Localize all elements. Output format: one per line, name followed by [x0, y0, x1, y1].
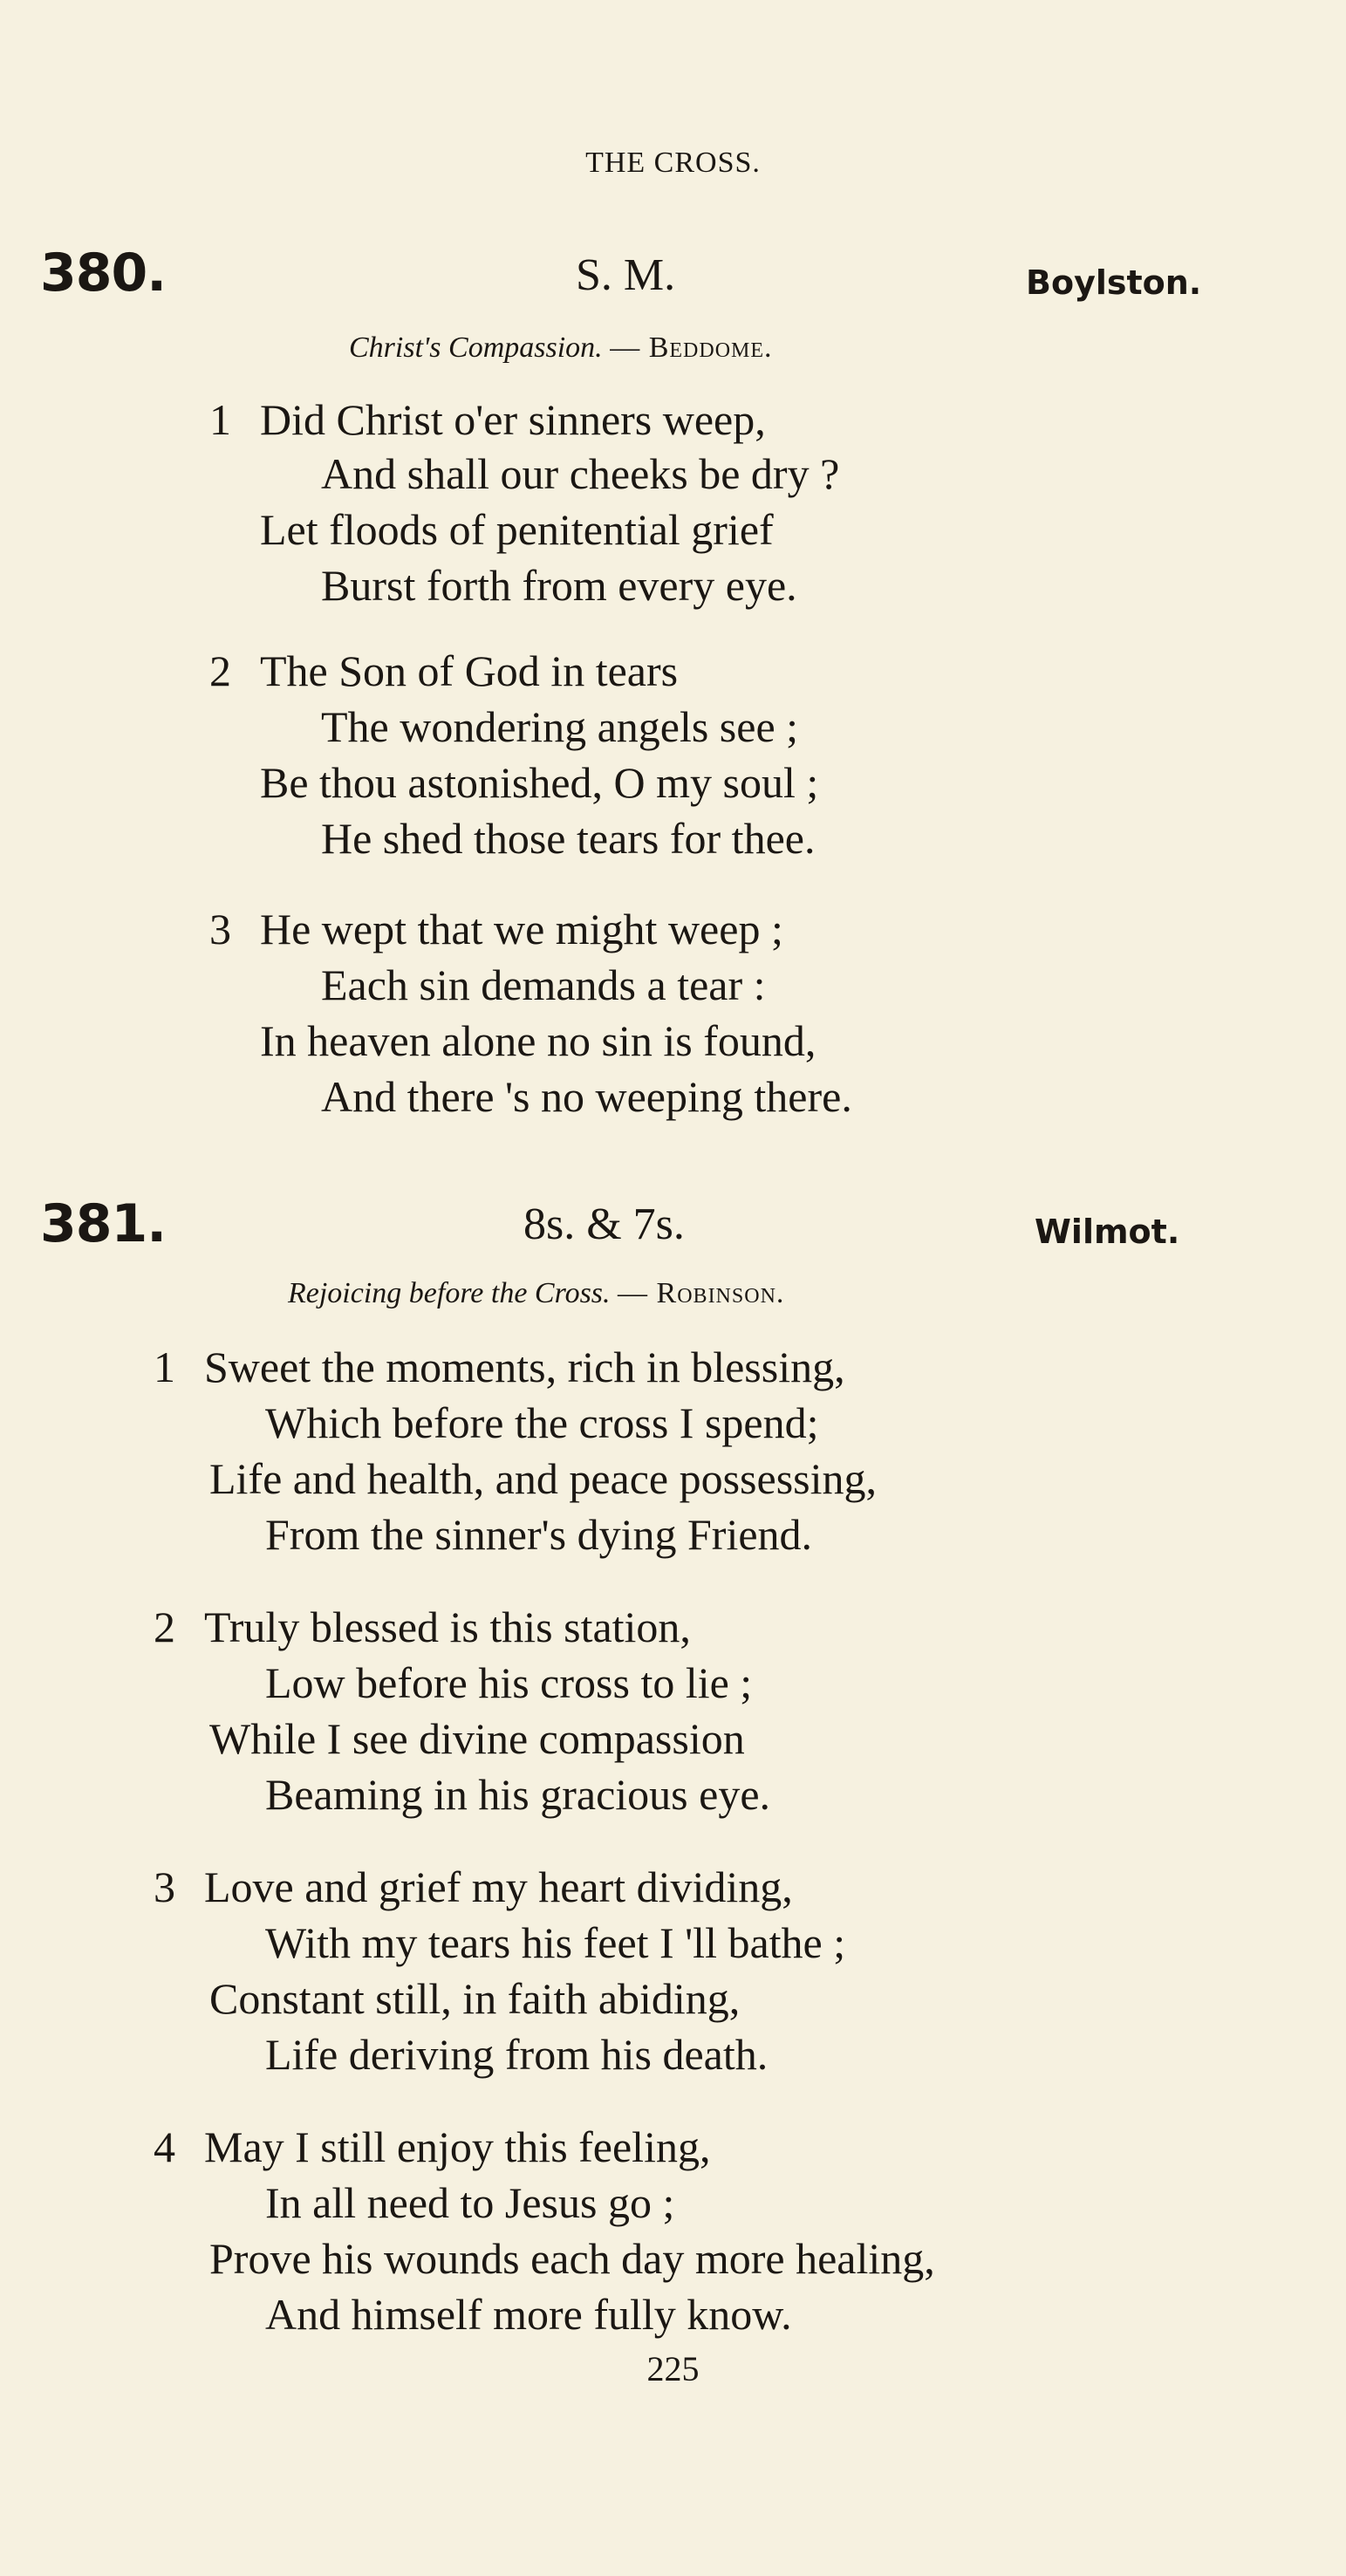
verse-line: He shed those tears for thee. [321, 814, 816, 863]
hymn-tune: Boylston. [1026, 263, 1202, 302]
verse-line: Prove his wounds each day more healing, [209, 2234, 935, 2283]
verse-line: Which before the cross I spend; [265, 1398, 819, 1447]
verse-line [154, 1862, 793, 1912]
verse-line: Burst forth from every eye. [321, 561, 797, 610]
verse-text: Love and grief my heart dividing, [204, 1862, 793, 1911]
stanza-number: 2 [154, 1602, 175, 1651]
verse-line: Beaming in his gracious eye. [265, 1770, 771, 1819]
verse-line: Constant still, in faith abiding, [209, 1974, 741, 2023]
verse-line [154, 1342, 845, 1392]
stanza-number: 1 [154, 1343, 175, 1391]
hymn-meter: 8s. & 7s. [523, 1199, 685, 1249]
stanza-number: 2 [209, 646, 231, 695]
verse-line [154, 2122, 710, 2172]
verse-text: Did Christ o'er sinners weep, [260, 395, 766, 444]
hymn-author: — Beddome. [610, 331, 773, 364]
hymn-title: Christ's Compassion. [349, 331, 603, 364]
hymn-meter: S. M. [576, 250, 676, 300]
stanza-number: 3 [154, 1862, 175, 1911]
verse-line: And himself more fully know. [265, 2290, 792, 2339]
verse-text: May I still enjoy this feeling, [204, 2122, 711, 2171]
verse-line: With my tears his feet I 'll bathe ; [265, 1918, 846, 1967]
hymn-tune: Wilmot. [1035, 1213, 1180, 1251]
stanza-number: 4 [154, 2122, 175, 2171]
hymn-subheading [349, 331, 773, 365]
hymn-number: 380. [40, 243, 167, 304]
verse-line: Each sin demands a tear : [321, 960, 766, 1009]
page-number: 225 [646, 2349, 700, 2388]
verse-line: The wondering angels see ; [321, 702, 799, 751]
verse-line: In heaven alone no sin is found, [260, 1016, 816, 1065]
verse-text: Truly blessed is this station, [204, 1602, 691, 1651]
verse-text: Sweet the moments, rich in blessing, [204, 1343, 845, 1391]
verse-line: Life and health, and peace possessing, [209, 1454, 878, 1503]
verse-text: He wept that we might weep ; [260, 905, 783, 953]
verse-line: In all need to Jesus go ; [265, 2178, 675, 2227]
stanza-number: 1 [209, 395, 231, 444]
hymn-number: 381. [40, 1193, 167, 1254]
verse-line [209, 646, 678, 696]
stanza-number: 3 [209, 905, 231, 953]
verse-line: And shall our cheeks be dry ? [321, 449, 840, 498]
verse-line [209, 394, 766, 445]
verse-line: Let floods of penitential grief [260, 505, 774, 554]
verse-line: While I see divine compassion [209, 1714, 745, 1763]
hymn-author: — Robinson. [618, 1277, 785, 1309]
verse-line [209, 904, 783, 954]
hymn-subheading [288, 1277, 784, 1310]
verse-text: The Son of God in tears [260, 646, 679, 695]
hymn-title: Rejoicing before the Cross. [288, 1277, 611, 1309]
verse-line: Be thou astonished, O my soul ; [260, 758, 819, 807]
verse-line: From the sinner's dying Friend. [265, 1510, 813, 1559]
verse-line: Low before his cross to lie ; [265, 1658, 753, 1707]
verse-line [154, 1602, 691, 1652]
verse-line: Life deriving from his death. [265, 2030, 769, 2079]
running-head: THE CROSS. [585, 147, 761, 179]
verse-line: And there 's no weeping there. [321, 1072, 852, 1121]
